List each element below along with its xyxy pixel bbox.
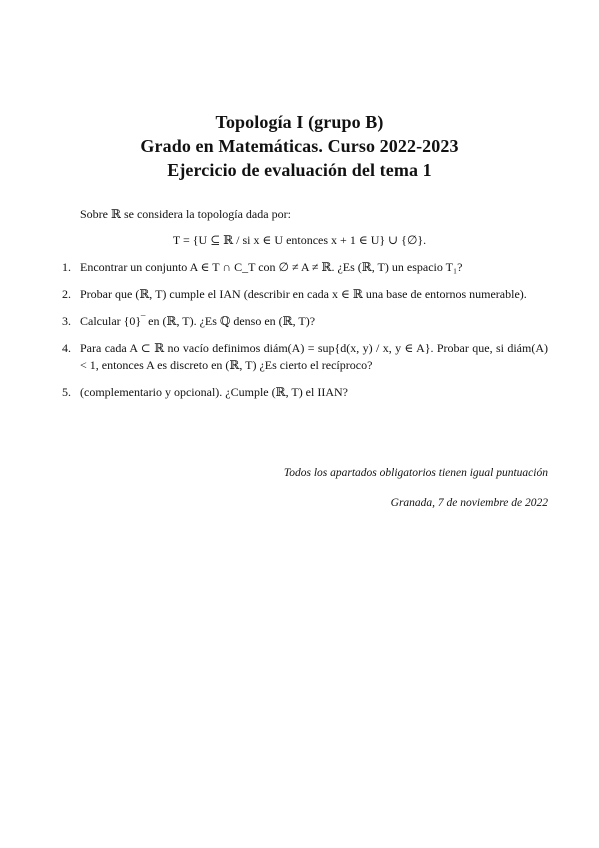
- exercise-number: 4.: [62, 341, 71, 355]
- intro-text: Sobre ℝ se considera la topología dada por:: [80, 207, 291, 221]
- exercise-list: [62, 259, 548, 411]
- exercise-text: Encontrar un conjunto A ∈ T ∩ C_T con ∅ ≠ A ≠ ℝ. ¿Es (ℝ, T) un espacio T₁?: [80, 260, 463, 274]
- exercise-item: [62, 340, 548, 374]
- degree-year: Grado en Matemáticas. Curso 2022-2023: [140, 136, 459, 156]
- grading-note: Todos los apartados obligatorios tienen igual puntuación: [283, 467, 548, 479]
- exercise-item: [62, 286, 548, 303]
- course-title: Topología I (grupo B): [215, 112, 384, 132]
- exercise-text: (complementario y opcional). ¿Cumple (ℝ, T) el IIAN?: [80, 385, 348, 399]
- exercise-number: 2.: [62, 287, 71, 301]
- exercise-number: 3.: [62, 314, 71, 328]
- title-block: [0, 110, 599, 182]
- exercise-item: [62, 313, 548, 330]
- exercise-text: Probar que (ℝ, T) cumple el IAN (describir en cada x ∈ ℝ una base de entornos numerable).: [80, 287, 527, 301]
- exercise-number: 1.: [62, 260, 71, 274]
- exercise-text: Para cada A ⊂ ℝ no vacío definimos diám(A) = sup{d(x, y) / x, y ∈ A}. Probar que, si diám(A) < 1, entonces A es discreto en (ℝ, T) ¿Es cierto el recíproco?: [80, 341, 548, 372]
- topology-formula: T = {U ⊆ ℝ / si x ∈ U entonces x + 1 ∈ U} ∪ {∅}.: [172, 233, 427, 247]
- date-line: Granada, 7 de noviembre de 2022: [390, 497, 548, 509]
- exercise-text: Calcular {0}‾ en (ℝ, T). ¿Es ℚ denso en (ℝ, T)?: [80, 314, 316, 328]
- exercise-item: [62, 259, 548, 276]
- exercise-item: [62, 384, 548, 401]
- exam-title: Ejercicio de evaluación del tema 1: [167, 160, 432, 180]
- exercise-number: 5.: [62, 385, 71, 399]
